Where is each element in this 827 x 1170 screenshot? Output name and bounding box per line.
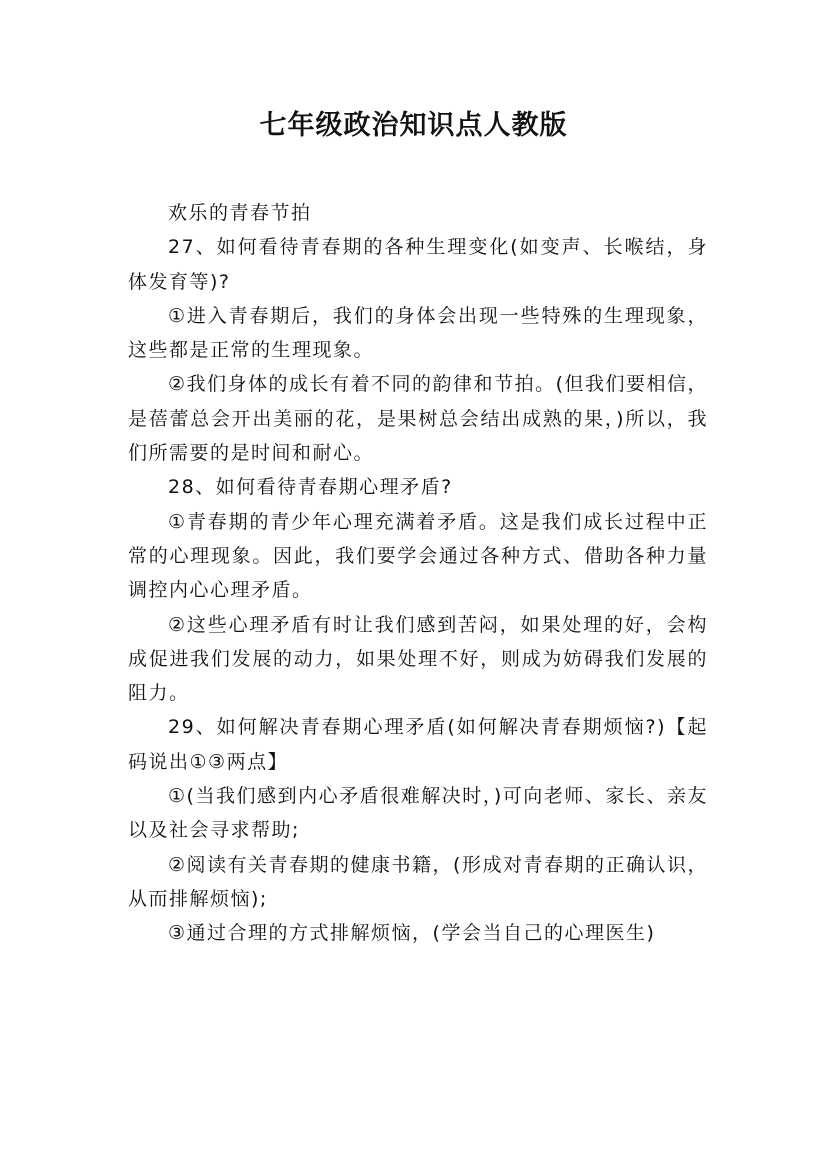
answer-28-point-1: ①青春期的青少年心理充满着矛盾。这是我们成长过程中正常的心理现象。因此，我们要学会通过各种方式、借助各种力量调控内心心理矛盾。 <box>128 510 708 602</box>
section-heading: 欢乐的青春节拍 <box>168 202 312 224</box>
answer-28-point-2: ②这些心理矛盾有时让我们感到苦闷，如果处理的好，会构成促进我们发展的动力，如果处理不好，则成为妨碍我们发展的阻力。 <box>128 613 708 705</box>
answer-29-point-3: ③通过合理的方式排解烦恼，(学会当自己的心理医生) <box>168 922 656 945</box>
document-body <box>128 196 708 951</box>
document-title: 七年级政治知识点人教版 <box>259 110 568 141</box>
answer-27-point-1: ①进入青春期后，我们的身体会出现一些特殊的生理现象，这些都是正常的生理现象。 <box>128 304 708 362</box>
answer-27-point-2: ②我们身体的成长有着不同的韵律和节拍。(但我们要相信，是蓓蕾总会开出美丽的花，是果树总会结出成熟的果，)所以，我们所需要的是时间和耐心。 <box>128 373 708 465</box>
answer-29-point-2: ②阅读有关青春期的健康书籍，(形成对青春期的正确认识，从而排解烦恼); <box>128 853 708 910</box>
question-29: 29、如何解决青春期心理矛盾(如何解决青春期烦恼?)【起码说出①③两点】 <box>128 716 708 773</box>
question-28: 28、如何看待青春期心理矛盾? <box>168 476 453 499</box>
answer-29-point-1: ①(当我们感到内心矛盾很难解决时，)可向老师、家长、亲友以及社会寻求帮助; <box>128 785 708 842</box>
question-27: 27、如何看待青春期的各种生理变化(如变声、长喉结，身体发育等)? <box>128 236 708 293</box>
